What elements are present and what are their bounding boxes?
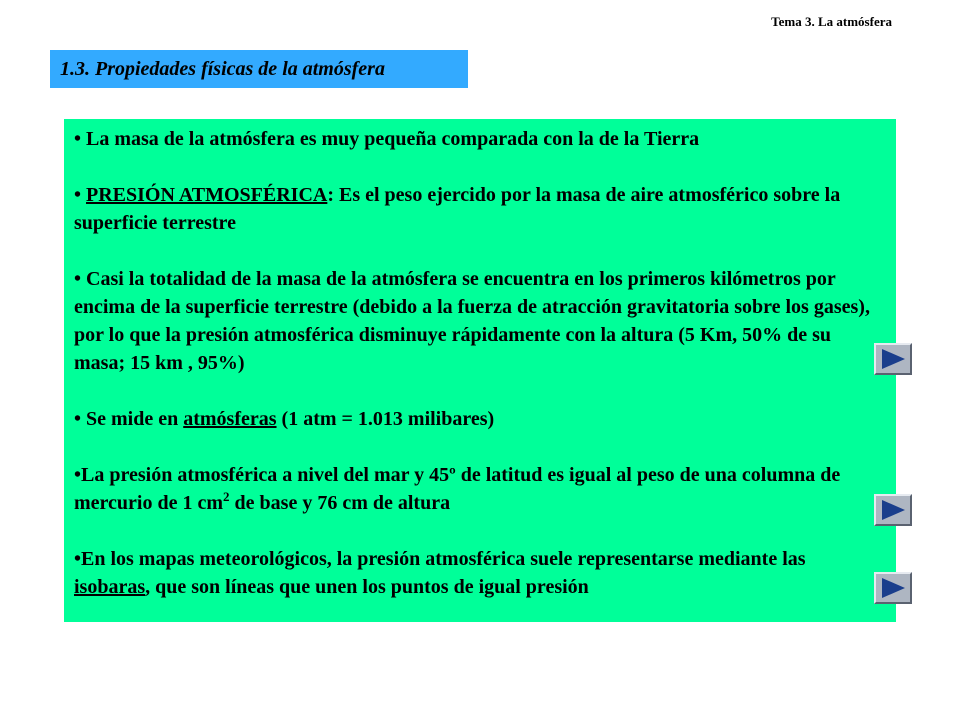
- next-button-1[interactable]: [874, 343, 912, 375]
- paragraph-isobars: •En los mapas meteorológicos, la presión atmosférica suele representarse mediante las isobaras, que son líneas que unen los puntos de igual presión: [74, 548, 806, 598]
- play-arrow-icon: [879, 499, 907, 521]
- content-panel: [64, 119, 896, 622]
- play-arrow-icon: [879, 348, 907, 370]
- next-button-3[interactable]: [874, 572, 912, 604]
- next-button-2[interactable]: [874, 494, 912, 526]
- topic-header: Tema 3. La atmósfera: [771, 14, 892, 29]
- paragraph-pressure-definition: • PRESIÓN ATMOSFÉRICA: Es el peso ejercido por la masa de aire atmosférico sobre la superficie terrestre: [74, 184, 841, 234]
- section-title: 1.3. Propiedades físicas de la atmósfera: [60, 57, 385, 80]
- term-atmosferas: atmósferas: [183, 408, 277, 430]
- term-isobaras: isobaras: [74, 576, 146, 598]
- superscript-2: 2: [223, 489, 230, 504]
- paragraph-mass-distribution: • Casi la totalidad de la masa de la atmósfera se encuentra en los primeros kilómetros por encima de la superficie terrestre (debido a la fuerza de atracción gravitatoria sobre los gases), por lo que la presión atmosférica disminuye rápidamente con la altura (5 Km, 50% de su masa; 15 km , 95%): [74, 268, 870, 374]
- section-title-bar: [50, 50, 468, 88]
- term-presion-atmosferica: PRESIÓN ATMOSFÉRICA: [86, 184, 328, 206]
- play-arrow-icon: [879, 577, 907, 599]
- paragraph-mass: • La masa de la atmósfera es muy pequeña comparada con la de la Tierra: [74, 128, 700, 150]
- paragraph-units: • Se mide en atmósferas (1 atm = 1.013 milibares): [74, 408, 495, 430]
- paragraph-mercury-column: •La presión atmosférica a nivel del mar y 45º de latitud es igual al peso de una columna de mercurio de 1 $cm^2$ de base y 76 cm de altura: [74, 464, 841, 514]
